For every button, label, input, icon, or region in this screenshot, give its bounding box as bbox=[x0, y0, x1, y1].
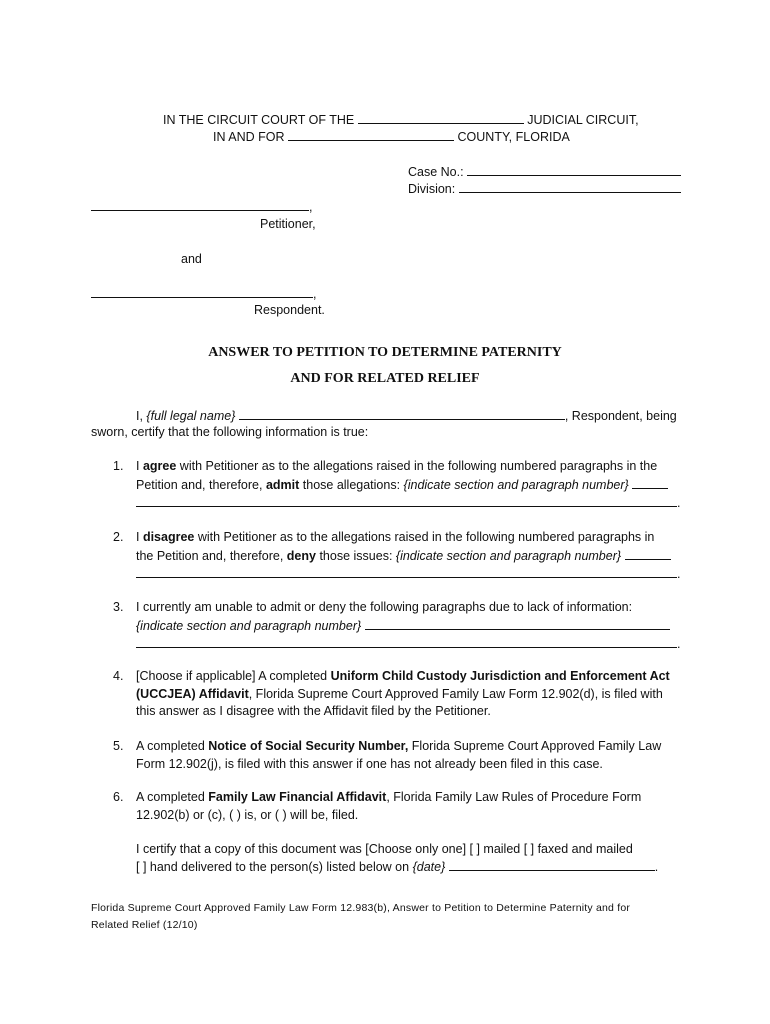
full-legal-name-hint: {full legal name} bbox=[146, 409, 236, 423]
judicial-circuit-blank[interactable] bbox=[358, 111, 524, 124]
item-5: A completed Notice of Social Security Number, Florida Supreme Court Approved Family Law Form 12.902(j), is filed with this answer if one has not already been filed in this case. bbox=[136, 739, 662, 771]
and-label: and bbox=[181, 252, 202, 266]
item-5-number: 5. bbox=[113, 739, 124, 753]
financial-affidavit-title: Family Law Financial Affidavit bbox=[208, 790, 387, 804]
division-line bbox=[408, 180, 681, 197]
county-blank[interactable] bbox=[288, 128, 454, 141]
item-1-blank-a[interactable] bbox=[632, 476, 668, 489]
court-suffix: JUDICIAL CIRCUIT, bbox=[527, 113, 639, 127]
petitioner-label: Petitioner, bbox=[260, 217, 316, 231]
agree-text: agree bbox=[142, 459, 177, 473]
deny-text: deny bbox=[286, 548, 316, 563]
division-label: Division: bbox=[408, 182, 456, 196]
section-hint: {indicate section and paragraph number} bbox=[136, 618, 362, 633]
item-1: I agree with Petitioner as to the allegations raised in the following numbered paragraphs in the Petition and, therefore, admit those allegations: {indicate section and paragraph number} . bbox=[136, 459, 681, 510]
item-2-number: 2. bbox=[113, 530, 124, 544]
certify-line1: I certify that a copy of this document was [Choose only one] [ ] mailed [ ] faxed and mailed bbox=[136, 842, 633, 856]
notice-ssn-title: Notice of Social Security Number, bbox=[208, 739, 409, 753]
form-title-line1: ANSWER TO PETITION TO DETERMINE PATERNITY bbox=[208, 345, 562, 360]
item-2-blank-b[interactable] bbox=[136, 565, 677, 578]
date-blank[interactable] bbox=[449, 858, 655, 871]
footer-line1: Florida Supreme Court Approved Family Law Form 12.983(b), Answer to Petition to Determine Paternity and for bbox=[91, 902, 631, 914]
form-footer bbox=[91, 900, 691, 934]
full-legal-name-blank[interactable] bbox=[239, 407, 565, 420]
court-line bbox=[163, 111, 639, 128]
intro-respondent-text: , Respondent, being bbox=[564, 409, 677, 423]
respondent-label: Respondent. bbox=[254, 303, 325, 317]
item-6: A completed Family Law Financial Affidavit, Florida Family Law Rules of Procedure Form 12.902(b) or (c), ( ) is, or ( ) will be, filed. bbox=[136, 790, 642, 822]
case-no-line bbox=[408, 163, 681, 180]
intro-sworn-line: sworn, certify that the following information is true: bbox=[91, 425, 369, 439]
form-title-line2: AND FOR RELATED RELIEF bbox=[290, 371, 480, 386]
admit-text: admit bbox=[265, 477, 300, 492]
county-line bbox=[213, 128, 570, 145]
case-no-blank[interactable] bbox=[467, 163, 681, 176]
uccjea-affidavit: (UCCJEA) Affidavit bbox=[136, 686, 249, 701]
intro-line bbox=[136, 407, 677, 424]
date-hint: {date} bbox=[412, 860, 446, 874]
item-4: [Choose if applicable] A completed Uniform Child Custody Jurisdiction and Enforcement Act (UCCJEA) Affidavit, Florida Supreme Court Approved Family Law Form 12.902(d), is filed with this answer as I disagree with the Affidavit filed by the Petitioner. bbox=[136, 669, 670, 718]
case-no-label: Case No.: bbox=[408, 165, 464, 179]
item-3-blank-b[interactable] bbox=[136, 635, 677, 648]
court-prefix: IN THE CIRCUIT COURT OF THE bbox=[163, 113, 355, 127]
uccjea-title: Uniform Child Custody Jurisdiction and Enforcement Act bbox=[330, 669, 670, 683]
item-3: I currently am unable to admit or deny the following paragraphs due to lack of information: {indicate section and paragraph number} . bbox=[136, 600, 681, 651]
item-2-blank-a[interactable] bbox=[625, 547, 671, 560]
petitioner-name-blank[interactable] bbox=[91, 198, 309, 211]
item-4-number: 4. bbox=[113, 669, 124, 683]
petitioner-name-line: , bbox=[91, 198, 312, 215]
disagree-text: disagree bbox=[142, 530, 195, 544]
footer-line2: Related Relief (12/10) bbox=[91, 919, 198, 931]
item-3-blank-a[interactable] bbox=[365, 617, 670, 630]
respondent-name-blank[interactable] bbox=[91, 285, 313, 298]
respondent-name-line: , bbox=[91, 285, 316, 302]
item-1-number: 1. bbox=[113, 459, 124, 473]
county-prefix: IN AND FOR bbox=[213, 130, 285, 144]
county-suffix: COUNTY, FLORIDA bbox=[457, 130, 570, 144]
intro-text: I, bbox=[136, 409, 147, 423]
section-hint: {indicate section and paragraph number} bbox=[395, 548, 622, 563]
section-hint: {indicate section and paragraph number} bbox=[403, 477, 629, 492]
division-blank[interactable] bbox=[459, 180, 681, 193]
item-1-blank-b[interactable] bbox=[136, 494, 677, 507]
item-2: I disagree with Petitioner as to the allegations raised in the following numbered paragraphs in the Petition and, therefore, deny those issues: {indicate section and paragraph number} . bbox=[136, 530, 681, 581]
item-3-number: 3. bbox=[113, 600, 124, 614]
certify-line2: [ ] hand delivered to the person(s) listed below on {date} . bbox=[136, 860, 659, 874]
item-6-number: 6. bbox=[113, 790, 124, 804]
